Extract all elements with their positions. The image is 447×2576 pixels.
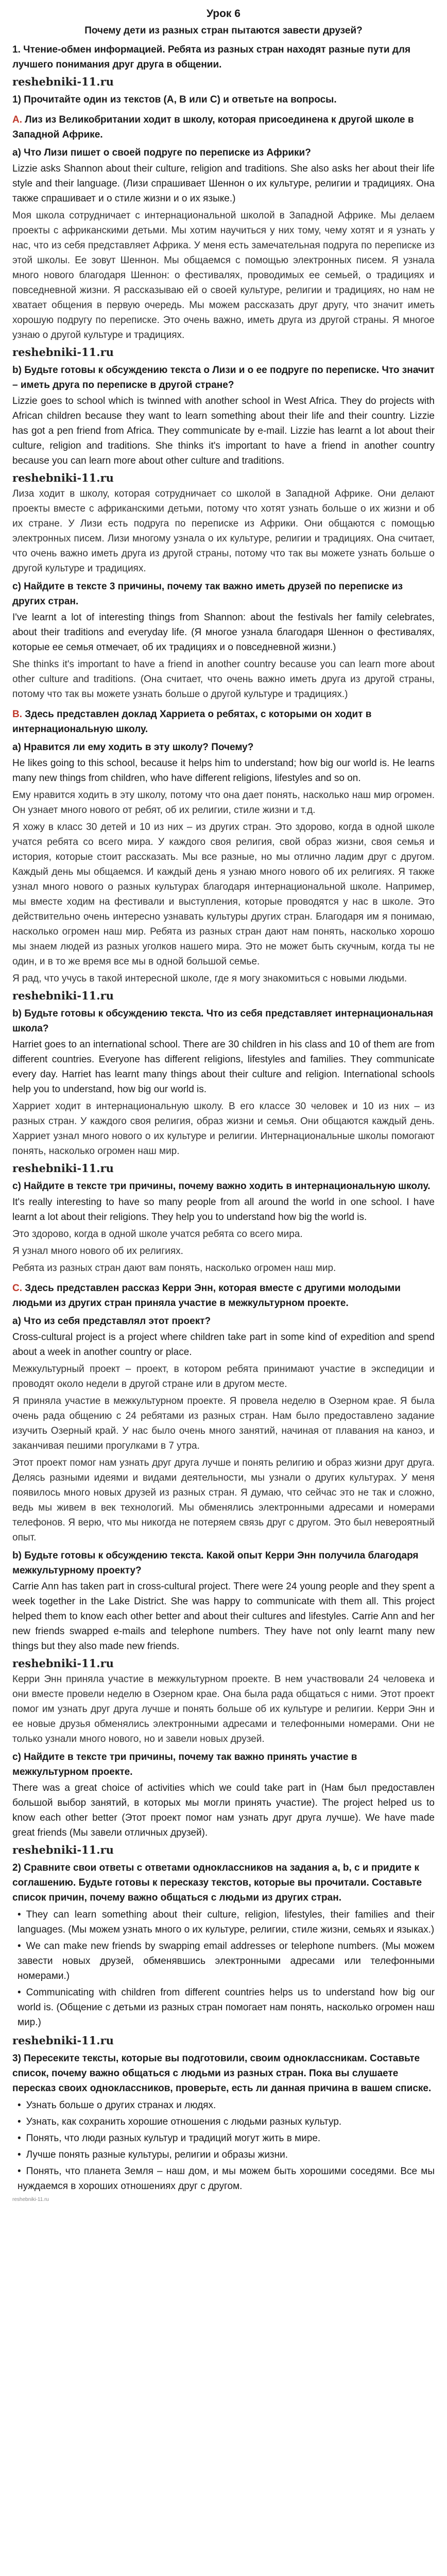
lesson-title: Урок 6 bbox=[207, 8, 240, 20]
task3-heading: 3) Пересеките тексты, которые вы подготовили, своим одноклассникам. Составьте список, почему важно общаться с людьми из разных стран. Пока вы слушаете пересказ своих одноклассников, проверьте, есть ли данная причина в вашем списке. bbox=[12, 2053, 432, 2094]
watermark: reshebniki-11.ru bbox=[12, 1162, 114, 1175]
section-a-title bbox=[12, 112, 435, 142]
section-a-answer-c-en: I've learnt a lot of interesting things from Shannon: about the festivals her family celebrates, about their traditions and everyday life. (Я многое узнала благодаря Шеннон о фестивалях, которые ее семья отмечает, об их традициях и о повседневной жизни.) bbox=[12, 612, 435, 653]
section-a-question-a: a) Что Лизи пишет о своей подруге по переписке из Африки? bbox=[12, 147, 311, 158]
section-c-question-a: a) Что из себя представлял этот проект? bbox=[12, 1316, 211, 1327]
section-b-question-a: a) Нравится ли ему ходить в эту школу? Почему? bbox=[12, 742, 254, 753]
section-b-answer-c-ru2: Я узнал много нового об их религиях. bbox=[12, 1246, 183, 1257]
section-c-title bbox=[12, 1281, 435, 1311]
section-b-answer-b-ru: Харриет ходит в интернациональную школу. В его классе 30 человек и 10 из них – из разных стран. У каждого своя религия, образ жизни и семья. Они общаются каждый день. Харриет узнал много нового о их культуре и религии. Интернациональные школы помогают понять, насколько огромен наш мир. bbox=[12, 1101, 435, 1157]
section-a-answer-a-ru: Моя школа сотрудничает с интернациональной школой в Западной Африке. Мы делаем проекты с африканскими детьми. Мы хотим научиться у них тому, чему хотят и я узнать у нас, что из себя представляет Африка. У меня есть замечательная подруга по переписке из этой школы. Ее зовут Шеннон. Мы общаемся с помощью электронных писем. Я узнала много нового благодаря Шеннон: о фестивалях, проводимых ее семьей, о традициях и повседневной жизни. Я рассказываю ей о своей культуре, религии и традициях, но нам не хватает общения в первую очередь. Мы можем рассказать друг другу, что значит иметь хорошую подругу по переписке. Это очень важно, иметь друга из другой страны. Я многое узнаю о другой культуре и традициях. bbox=[12, 210, 435, 341]
list-item: • Узнать, как сохранить хорошие отношения с людьми разных культур. bbox=[18, 2114, 435, 2129]
section-b-answer-a-ru: Ему нравится ходить в эту школу, потому что она дает понять, насколько наш мир огромен. Он узнает много нового от ребят, об их религии, стиле жизни и т.д. bbox=[12, 790, 435, 816]
section-b-answer-a-ru3: Я рад, что учусь в такой интересной школе, где я могу знакомиться с новыми людьми. bbox=[12, 973, 407, 984]
page-heading: Почему дети из разных стран пытаются завести друзей? bbox=[84, 25, 363, 36]
section-c-answer-a-ru3: Этот проект помог нам узнать друг друга лучше и понять религию и образ жизни друг друга. Делясь разными идеями и видами деятельности, мы узнали о других культурах. У меня появилось много новых друзей из разных стран. Я думаю, что сейчас это не так и сложно, ведь мы живем в век технологий. Мы обменялись электронными адресами и номерами телефонов. Я верю, что мы никогда не потеряем связь друг с другом. Это был невероятный опыт. bbox=[12, 1458, 435, 1543]
section-b-answer-b-en: Harriet goes to an international school. There are 30 children in his class and 10 of them are from different countries. Everyone has different religions, lifestyles and families. They communicate every day. Harriet has learnt many things about their culture and religion. International schools help you to understand, how big our world is. bbox=[12, 1039, 435, 1095]
section-b-title bbox=[12, 707, 435, 737]
section-b-answer-a-en: He likes going to this school, because it helps him to understand; how big our world is. He learns many new things from children, who have different religions, lifestyles and so on. bbox=[12, 758, 435, 784]
section-b-answer-c-ru1: Это здорово, когда в одной школе учатся ребята со всего мира. bbox=[12, 1229, 303, 1240]
task2-list bbox=[12, 1907, 435, 2030]
list-item: • Понять, что люди разных культур и традиций могут жить в мире. bbox=[18, 2131, 435, 2146]
list-item: • Communicating with children from different countries helps us to understand how big our world is. (Общение с детьми из разных стран помогает нам понять, насколько огромен наш мир.) bbox=[18, 1985, 435, 2030]
section-b-answer-a-ru2: Я хожу в класс 30 детей и 10 из них – из других стран. Это здорово, когда в одной школе учатся ребята со всего мира. У каждого своя религия, свой образ жизни, своя семья и история, которые стоит рассказать. Мы все разные, но мы отлично ладим друг с другом. Каждый день мы общаемся. И каждый день я узнаю много нового об их религиях. Я также узнал много нового о разных культурах благодаря интернациональной школе. Например, мы вместе ходим на фестивали и выступления, которые проводятся у нас в школе. Это действительно очень интересно узнавать культуры других стран. Благодаря им я понимаю, насколько огромен наш мир. Ребята из разных стран дают нам понять, насколько хорошо мы знаем людей из разных уголков нашего мира. Это не может быть скучным, когда ты не один, и в то же время все мы в одной большой семье. bbox=[12, 822, 435, 967]
watermark-small: reshebniki-11.ru bbox=[12, 2197, 49, 2202]
watermark: reshebniki-11.ru bbox=[12, 1657, 114, 1670]
section-b-answer-c-ru3: Ребята из разных стран дают вам понять, насколько огромен наш мир. bbox=[12, 1263, 336, 1274]
section-a-title-text: Лиз из Великобритании ходит в школу, которая присоединена к другой школе в Западной Африке. bbox=[12, 114, 414, 140]
section-a-question-c: c) Найдите в тексте 3 причины, почему так важно иметь друзей по переписке из других стран. bbox=[12, 581, 403, 607]
section-c-answer-a-ru: Межкультурный проект – проект, в котором ребята принимают участие в экспедиции и проводят около недели в другой стране или в другом месте. bbox=[12, 1364, 435, 1389]
section-a-answer-b-en: Lizzie goes to school which is twinned with another school in West Africa. They do projects with African children because they want to learn something about their life and their country. Lizzie has got a pen friend from Africa. They communicate by e-mail. Lizzie has learnt a lot about their culture, religion and traditions. She thinks it's important to have a friend in another country because you can learn more about other culture and traditions. bbox=[12, 396, 435, 466]
watermark: reshebniki-11.ru bbox=[12, 75, 114, 88]
section-c-answer-b-en: Carrie Ann has taken part in cross-cultural project. There were 24 young people and they spent a week together in the Lake District. She was happy to communicate with them all. This project helped them to know each other better and about their cultures and lifestyles. Carrie Ann and her new friends swapped e-mails and telephone numbers. They have not only learnt many new things but they also made new friends. bbox=[12, 1581, 435, 1652]
list-item: • They can learn something about their culture, religion, lifestyles, their families and their languages. (Мы можем узнать много о их культуре, религии, стиле жизни, семьях и языках.) bbox=[18, 1907, 435, 1937]
watermark: reshebniki-11.ru bbox=[12, 346, 114, 359]
list-item: • We can make new friends by swapping email addresses or telephone numbers. (Мы можем завести новых друзей, обменявшись электронными адресами или телефонными номерами.) bbox=[18, 1939, 435, 1984]
task1-subheading: 1) Прочитайте один из текстов (A, B или C) и ответьте на вопросы. bbox=[12, 94, 337, 105]
section-c-title-text: Здесь представлен рассказ Керри Энн, которая вместе с другими молодыми людьми из других стран приняла участие в межкультурном проекте. bbox=[12, 1283, 401, 1309]
section-c-answer-c-en: There was a great choice of activities which we could take part in (Нам был предоставлен большой выбор занятий, в которых мы могли принять участие). The project helped us to know each other better (Этот проект помог нам узнать друг друга лучше). We have made great friends (Мы завели отличных друзей). bbox=[12, 1783, 435, 1838]
section-c-answer-b-ru: Керри Энн приняла участие в межкультурном проекте. В нем участвовали 24 человека и они вместе провели неделю в Озерном крае. Она была рада общаться с ними. Этот проект помог им узнать друг друга лучше и понять больше об их культуре и религии. Керри Энн и ее новые друзья обменялись электронными адресами и телефонными номерами. Они не только узнали много нового, но и завели новых друзей. bbox=[12, 1674, 435, 1744]
list-item: • Лучше понять разные культуры, религии и образы жизни. bbox=[18, 2147, 435, 2162]
section-c-question-b: b) Будьте готовы к обсуждению текста. Какой опыт Керри Энн получила благодаря межкультурному проекту? bbox=[12, 1550, 419, 1576]
section-c-answer-a-en: Cross-cultural project is a project where children take part in some kind of expedition and spend about a week in another country or place. bbox=[12, 1332, 435, 1358]
section-b-answer-c-en: It's really interesting to have so many people from all around the world in one school. I have learnt a lot about their religions. They help you to understand how big the world is. bbox=[12, 1197, 435, 1223]
list-item: • Узнать больше о других странах и людях. bbox=[18, 2098, 435, 2113]
task2-heading: 2) Сравните свои ответы с ответами одноклассников на задания a, b, c и придите к соглашению. Будьте готовы к пересказу текстов, которые вы прочитали. Составьте список причин, почему важно общаться с людьми из других стран. bbox=[12, 1862, 422, 1903]
section-c-answer-a-ru2: Я приняла участие в межкультурном проекте. Я провела неделю в Озерном крае. Я была очень рада общению с 24 ребятами из разных стран. Нам было предоставлено задание изучить Озерный край. У нас было очень много занятий, начиная от плавания на каноэ, и заканчивая пешими прогулками в 7 утра. bbox=[12, 1396, 435, 1451]
watermark: reshebniki-11.ru bbox=[12, 1843, 114, 1856]
task3-list bbox=[12, 2098, 435, 2194]
section-c-letter: C. bbox=[12, 1283, 22, 1294]
watermark: reshebniki-11.ru bbox=[12, 989, 114, 1002]
list-item: • Понять, что планета Земля – наш дом, и мы можем быть хорошими соседями. Все мы нуждаемся в хороших отношениях друг с другом. bbox=[18, 2164, 435, 2194]
section-b-letter: B. bbox=[12, 709, 22, 720]
task1-heading: 1. Чтение-обмен информацией. Ребята из разных стран находят разные пути для лучшего понимания друг друга в общении. bbox=[12, 44, 411, 70]
section-a-answer-a-en: Lizzie asks Shannon about their culture, religion and traditions. She also asks her about their life style and their language. (Лизи спрашивает Шеннон о их культуре, религии и традициях. Она также спрашивает и о стиле жизни и о их языке.) bbox=[12, 163, 435, 204]
section-a-answer-c-ru: She thinks it's important to have a friend in another country because you can learn more about other culture and traditions. (Она считает, что очень важно иметь друга из другой страны, потому что так вы можете узнать больше о другой культуре и традициях.) bbox=[12, 659, 435, 700]
section-b-question-c: c) Найдите в тексте три причины, почему важно ходить в интернациональную школу. bbox=[12, 1181, 431, 1192]
watermark: reshebniki-11.ru bbox=[12, 471, 114, 484]
section-b-title-text: Здесь представлен доклад Харриета о ребятах, с которыми он ходит в интернациональную школу. bbox=[12, 709, 372, 735]
section-a-letter: A. bbox=[12, 114, 22, 125]
section-b-question-b: b) Будьте готовы к обсуждению текста. Что из себя представляет интернациональная школа? bbox=[12, 1008, 434, 1034]
section-c-question-c: c) Найдите в тексте три причины, почему так важно принять участие в межкультурном проекте. bbox=[12, 1752, 357, 1777]
section-a-answer-b-ru: Лиза ходит в школу, которая сотрудничает со школой в Западной Африке. Они делают проекты вместе с африканскими детьми, потому что хотят узнать больше о их жизни и об их стране. У Лизи есть подруга по переписке из Африки. Они общаются с помощью электронных писем. Лизи многому узнала о их культуре, религии и традициях. Она считает, что очень важно иметь друга из другой страны, потому что так вы можете узнать больше о другой культуре и традициях. bbox=[12, 488, 435, 574]
watermark: reshebniki-11.ru bbox=[12, 2034, 114, 2047]
section-a-question-b: b) Будьте готовы к обсуждению текста о Лизи и о ее подруге по переписке. Что значит – иметь друга по переписке в другой стране? bbox=[12, 365, 435, 391]
